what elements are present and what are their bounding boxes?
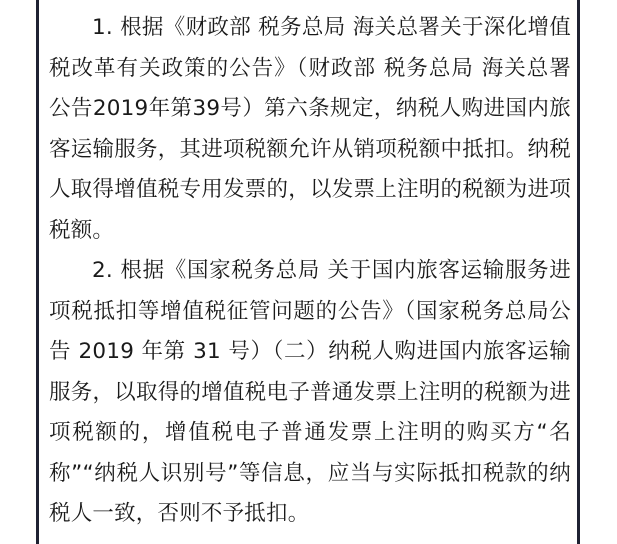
paragraph-2: 2. 根据《国家税务总局 关于国内旅客运输服务进项税抵扣等增值税征管问题的公告》（国家税务总局公告 2019 年第 31 号）（二）纳税人购进国内旅客运输服务，以取得的增值税电子普通发票上注明的税额为进项税额的，增值税电子普通发票上注明的购买方“名称”“纳税人识别号”等信息，应当与实际抵扣税款的纳税人一致，否则不予抵扣。 (49, 258, 571, 526)
paragraph-1: 1. 根据《财政部 税务总局 海关总署关于深化增值税改革有关政策的公告》（财政部 税务总局 海关总署公告2019年第39号）第六条规定，纳税人购进国内旅客运输服务，其进项税额允许从销项税额中抵扣。纳税人取得增值税专用发票的，以发票上注明的税额为进项税额。 (49, 15, 571, 243)
document-body (49, 8, 571, 535)
